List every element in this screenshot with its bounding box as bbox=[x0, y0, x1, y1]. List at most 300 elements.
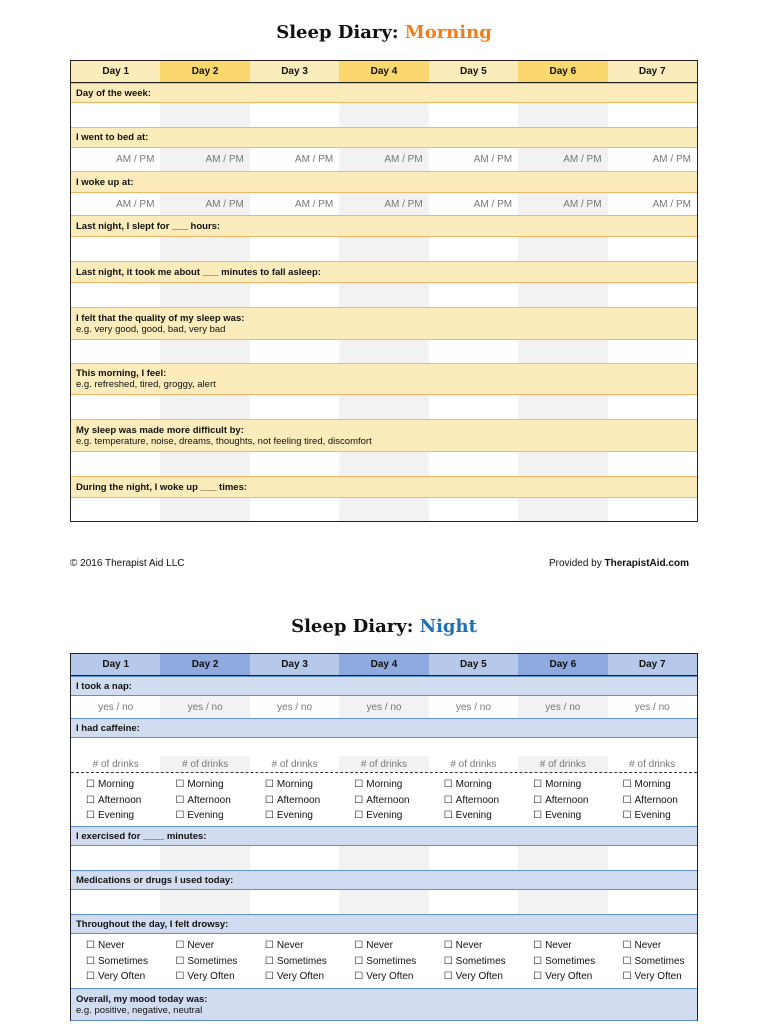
entry-cell[interactable] bbox=[339, 890, 428, 914]
nap-cell[interactable]: yes / no bbox=[518, 696, 607, 718]
checkbox-label: Afternoon bbox=[366, 794, 410, 806]
row-label-text: I took a nap: bbox=[76, 680, 132, 692]
nap-cell[interactable]: yes / no bbox=[339, 696, 428, 718]
checkbox-option[interactable] bbox=[444, 793, 518, 809]
entry-cell[interactable] bbox=[160, 395, 249, 419]
entry-cell[interactable] bbox=[250, 237, 339, 261]
checkbox-icon[interactable]: ☐ bbox=[533, 971, 543, 982]
checkbox-option[interactable] bbox=[265, 777, 339, 793]
day-header-5: Day 5 bbox=[429, 654, 518, 675]
entry-cell[interactable]: AM / PM bbox=[652, 198, 691, 210]
checkbox-icon[interactable]: ☐ bbox=[86, 940, 95, 951]
entry-cell[interactable]: AM / PM bbox=[652, 154, 691, 165]
morning-title: Sleep Diary: Morning bbox=[276, 22, 492, 43]
day-header-2: Day 2 bbox=[160, 654, 249, 675]
day-header-row bbox=[71, 61, 697, 83]
checkbox-option[interactable] bbox=[86, 777, 160, 793]
entry-cell[interactable]: AM / PM bbox=[294, 154, 334, 165]
checkbox-option[interactable] bbox=[265, 808, 339, 824]
day-header-1: Day 1 bbox=[71, 61, 160, 82]
entry-cell[interactable] bbox=[339, 237, 428, 261]
checkbox-option[interactable] bbox=[354, 954, 428, 970]
checkbox-label: Afternoon bbox=[455, 794, 500, 806]
entry-cell[interactable] bbox=[160, 890, 249, 914]
row-label-text: During the night, I woke up ___ times: bbox=[76, 481, 248, 493]
checkbox-option[interactable] bbox=[175, 954, 249, 970]
checkbox-option[interactable] bbox=[175, 808, 249, 824]
row-label bbox=[71, 363, 697, 395]
entry-cell[interactable]: AM / PM bbox=[160, 148, 249, 171]
checkbox-label: Evening bbox=[634, 810, 671, 821]
row-label-text: I felt that the quality of my sleep was: bbox=[76, 312, 245, 324]
entry-cell[interactable] bbox=[160, 283, 249, 307]
checkbox-icon[interactable]: ☐ bbox=[354, 794, 364, 806]
entry-cell[interactable] bbox=[250, 340, 339, 363]
day-header-3: Day 3 bbox=[250, 61, 339, 82]
entry-cell[interactable] bbox=[518, 340, 607, 363]
checkbox-option[interactable] bbox=[265, 954, 339, 970]
entry-cell[interactable]: AM / PM bbox=[473, 154, 513, 165]
checkbox-label: Morning bbox=[187, 779, 224, 790]
checkbox-option[interactable] bbox=[86, 938, 160, 954]
entry-cell[interactable] bbox=[160, 452, 249, 476]
checkbox-label: Evening bbox=[366, 810, 403, 821]
checkbox-group bbox=[608, 934, 697, 988]
checkbox-option[interactable] bbox=[265, 969, 339, 985]
entry-cell[interactable] bbox=[608, 340, 697, 363]
checkbox-label: Morning bbox=[455, 779, 492, 790]
entry-cell[interactable] bbox=[339, 395, 428, 419]
checkbox-icon[interactable]: ☐ bbox=[86, 794, 95, 806]
checkbox-option[interactable] bbox=[623, 808, 697, 824]
row-label bbox=[71, 261, 697, 283]
checkbox-icon[interactable]: ☐ bbox=[86, 779, 95, 790]
entry-cell[interactable] bbox=[71, 395, 160, 419]
checkbox-group bbox=[160, 773, 249, 826]
checkbox-option[interactable] bbox=[533, 808, 607, 824]
entry-cell[interactable] bbox=[518, 237, 607, 261]
entry-cell[interactable] bbox=[429, 283, 518, 307]
checkbox-label: Sometimes bbox=[276, 955, 327, 967]
row-label-text: Overall, my mood today was: bbox=[76, 993, 208, 1005]
entry-row bbox=[71, 452, 697, 476]
checkbox-icon[interactable]: ☐ bbox=[175, 940, 185, 951]
checkbox-row bbox=[71, 934, 697, 988]
checkbox-option[interactable] bbox=[623, 777, 697, 793]
day-header-6: Day 6 bbox=[518, 61, 607, 82]
checkbox-icon[interactable]: ☐ bbox=[533, 940, 543, 951]
provided-by: Provided by TherapistAid.com bbox=[548, 558, 689, 569]
checkbox-label: Afternoon bbox=[187, 794, 231, 806]
checkbox-icon[interactable]: ☐ bbox=[264, 794, 274, 806]
checkbox-option[interactable] bbox=[623, 938, 697, 954]
checkbox-label: Sometimes bbox=[187, 955, 238, 967]
morning-title-accent: Morning bbox=[404, 22, 492, 43]
checkbox-option[interactable] bbox=[444, 808, 518, 824]
row-label-text: Last night, I slept for ___ hours: bbox=[76, 220, 221, 232]
checkbox-icon[interactable]: ☐ bbox=[443, 779, 453, 790]
site-link[interactable]: TherapistAid.com bbox=[604, 558, 689, 569]
day-header-7: Day 7 bbox=[608, 654, 697, 675]
entry-cell[interactable] bbox=[71, 498, 160, 521]
entry-cell[interactable] bbox=[429, 498, 518, 521]
entry-cell[interactable]: AM / PM bbox=[160, 193, 249, 215]
checkbox-icon[interactable]: ☐ bbox=[86, 971, 95, 982]
checkbox-option[interactable] bbox=[533, 938, 607, 954]
day-header-4: Day 4 bbox=[339, 61, 428, 82]
entry-cell[interactable] bbox=[160, 498, 249, 521]
checkbox-option[interactable] bbox=[444, 969, 518, 985]
checkbox-group bbox=[339, 934, 428, 988]
checkbox-group bbox=[250, 773, 339, 826]
entry-cell[interactable] bbox=[608, 890, 697, 914]
checkbox-group bbox=[608, 773, 697, 826]
checkbox-group bbox=[160, 934, 249, 988]
checkbox-label: Very Often bbox=[366, 971, 414, 982]
entry-cell[interactable] bbox=[518, 283, 607, 307]
checkbox-label: Never bbox=[634, 940, 662, 951]
checkbox-icon[interactable]: ☐ bbox=[354, 955, 364, 967]
entry-row bbox=[71, 395, 697, 419]
checkbox-option[interactable] bbox=[623, 793, 697, 809]
drinks-cell[interactable]: # of drinks bbox=[339, 756, 428, 772]
checkbox-label: Morning bbox=[366, 779, 403, 790]
checkbox-group bbox=[429, 934, 518, 988]
entry-cell[interactable] bbox=[71, 103, 160, 127]
row-label bbox=[71, 718, 697, 738]
entry-cell[interactable] bbox=[339, 103, 428, 127]
checkbox-icon[interactable]: ☐ bbox=[264, 810, 274, 821]
checkbox-option[interactable] bbox=[354, 938, 428, 954]
entry-cell[interactable] bbox=[518, 103, 607, 127]
day-header-2: Day 2 bbox=[160, 61, 249, 82]
entry-cell[interactable] bbox=[250, 890, 339, 914]
entry-cell[interactable] bbox=[250, 498, 339, 521]
checkbox-option[interactable] bbox=[444, 777, 518, 793]
checkbox-option[interactable] bbox=[533, 793, 607, 809]
checkbox-label: Afternoon bbox=[634, 794, 678, 806]
checkbox-icon[interactable]: ☐ bbox=[175, 810, 185, 821]
row-label-text: Day of the week: bbox=[76, 87, 151, 99]
entry-cell[interactable] bbox=[518, 890, 607, 914]
checkbox-icon[interactable]: ☐ bbox=[354, 940, 364, 951]
row-label bbox=[71, 127, 697, 148]
entry-cell[interactable] bbox=[429, 103, 518, 127]
checkbox-label: Morning bbox=[634, 779, 671, 790]
row-label bbox=[71, 870, 697, 890]
row-label bbox=[71, 476, 697, 498]
entry-cell[interactable] bbox=[160, 237, 249, 261]
row-example: e.g. refreshed, tired, groggy, alert bbox=[76, 379, 216, 390]
entry-cell[interactable] bbox=[608, 283, 697, 307]
entry-cell[interactable] bbox=[250, 395, 339, 419]
entry-cell[interactable]: AM / PM bbox=[339, 148, 428, 171]
checkbox-icon[interactable]: ☐ bbox=[622, 810, 632, 821]
entry-cell[interactable] bbox=[71, 283, 160, 307]
drinks-cell[interactable]: # of drinks bbox=[518, 756, 607, 772]
entry-row bbox=[71, 696, 697, 718]
checkbox-icon[interactable]: ☐ bbox=[622, 955, 632, 967]
checkbox-icon[interactable]: ☐ bbox=[443, 810, 453, 821]
checkbox-group bbox=[250, 934, 339, 988]
entry-row bbox=[71, 846, 697, 870]
entry-cell[interactable]: AM / PM bbox=[339, 193, 428, 215]
entry-cell[interactable]: AM / PM bbox=[518, 148, 607, 171]
row-label bbox=[71, 988, 697, 1021]
entry-cell[interactable] bbox=[608, 846, 697, 870]
checkbox-icon[interactable]: ☐ bbox=[533, 794, 543, 806]
checkbox-group bbox=[339, 773, 428, 826]
checkbox-option[interactable] bbox=[265, 793, 339, 809]
drinks-cell[interactable]: # of drinks bbox=[92, 758, 139, 770]
copyright: © 2016 Therapist Aid LLC bbox=[70, 558, 185, 569]
nap-cell[interactable]: yes / no bbox=[634, 701, 670, 713]
entry-cell[interactable] bbox=[518, 846, 607, 870]
row-label-text: Medications or drugs I used today: bbox=[76, 874, 234, 886]
row-label-text: I went to bed at: bbox=[76, 132, 149, 143]
checkbox-label: Evening bbox=[455, 810, 492, 821]
checkbox-group bbox=[429, 773, 518, 826]
entry-cell[interactable] bbox=[250, 103, 339, 127]
entry-cell[interactable]: AM / PM bbox=[473, 198, 513, 210]
checkbox-label: Never bbox=[366, 940, 393, 951]
day-header-3: Day 3 bbox=[250, 654, 339, 675]
entry-cell[interactable]: AM / PM bbox=[294, 198, 334, 210]
row-label-text: I exercised for ____ minutes: bbox=[76, 830, 207, 842]
checkbox-option[interactable] bbox=[175, 793, 249, 809]
checkbox-label: Very Often bbox=[187, 971, 235, 982]
entry-row bbox=[71, 890, 697, 914]
entry-cell[interactable]: AM / PM bbox=[518, 193, 607, 215]
row-label bbox=[71, 171, 697, 193]
entry-cell[interactable] bbox=[518, 452, 607, 476]
day-header-1: Day 1 bbox=[71, 654, 160, 675]
nap-cell[interactable]: yes / no bbox=[160, 696, 249, 718]
day-header-4: Day 4 bbox=[339, 654, 428, 675]
checkbox-option[interactable] bbox=[86, 808, 160, 824]
checkbox-icon[interactable]: ☐ bbox=[443, 955, 453, 967]
entry-cell[interactable] bbox=[71, 340, 160, 363]
entry-cell[interactable] bbox=[608, 452, 697, 476]
checkbox-icon[interactable]: ☐ bbox=[622, 971, 632, 982]
checkbox-label: Very Often bbox=[97, 971, 146, 982]
checkbox-icon[interactable]: ☐ bbox=[443, 794, 453, 806]
checkbox-label: Evening bbox=[276, 810, 313, 821]
checkbox-label: Sometimes bbox=[97, 955, 148, 967]
checkbox-option[interactable] bbox=[354, 808, 428, 824]
checkbox-icon[interactable]: ☐ bbox=[354, 971, 364, 982]
entry-cell[interactable] bbox=[339, 452, 428, 476]
row-label bbox=[71, 419, 697, 452]
checkbox-option[interactable] bbox=[623, 969, 697, 985]
entry-row bbox=[71, 103, 697, 127]
checkbox-icon[interactable]: ☐ bbox=[622, 940, 632, 951]
entry-cell[interactable] bbox=[608, 395, 697, 419]
checkbox-icon[interactable]: ☐ bbox=[622, 794, 632, 806]
entry-cell[interactable] bbox=[429, 890, 518, 914]
checkbox-option[interactable] bbox=[86, 793, 160, 809]
entry-cell[interactable] bbox=[71, 452, 160, 476]
drinks-cell[interactable]: # of drinks bbox=[450, 758, 497, 770]
checkbox-option[interactable] bbox=[444, 938, 518, 954]
checkbox-label: Never bbox=[97, 940, 125, 951]
checkbox-icon[interactable]: ☐ bbox=[622, 779, 632, 790]
checkbox-label: Sometimes bbox=[455, 955, 506, 967]
checkbox-icon[interactable]: ☐ bbox=[354, 779, 364, 790]
checkbox-label: Very Often bbox=[276, 971, 325, 982]
entry-cell[interactable] bbox=[429, 395, 518, 419]
checkbox-icon[interactable]: ☐ bbox=[533, 955, 543, 967]
checkbox-option[interactable] bbox=[533, 969, 607, 985]
checkbox-label: Never bbox=[276, 940, 304, 951]
checkbox-label: Afternoon bbox=[545, 794, 589, 806]
entry-cell[interactable] bbox=[608, 237, 697, 261]
entry-cell[interactable] bbox=[339, 283, 428, 307]
checkbox-group bbox=[518, 934, 607, 988]
entry-cell[interactable] bbox=[339, 846, 428, 870]
entry-cell[interactable] bbox=[518, 395, 607, 419]
drinks-cell[interactable]: # of drinks bbox=[160, 756, 249, 772]
checkbox-label: Morning bbox=[97, 779, 135, 790]
row-label-text: Throughout the day, I felt drowsy: bbox=[76, 918, 229, 930]
checkbox-option[interactable] bbox=[175, 938, 249, 954]
entry-cell[interactable] bbox=[518, 498, 607, 521]
checkbox-option[interactable] bbox=[265, 938, 339, 954]
entry-cell[interactable] bbox=[160, 846, 249, 870]
checkbox-option[interactable] bbox=[86, 969, 160, 985]
checkbox-group bbox=[71, 773, 160, 826]
entry-cell[interactable] bbox=[250, 452, 339, 476]
checkbox-label: Never bbox=[187, 940, 215, 951]
checkbox-icon[interactable]: ☐ bbox=[264, 971, 274, 982]
row-label-text: I woke up at: bbox=[76, 176, 134, 188]
row-label bbox=[71, 914, 697, 934]
checkbox-option[interactable] bbox=[354, 793, 428, 809]
checkbox-icon[interactable]: ☐ bbox=[86, 810, 95, 821]
morning-table bbox=[70, 60, 698, 522]
row-example: e.g. very good, good, bad, very bad bbox=[76, 323, 226, 335]
checkbox-label: Never bbox=[455, 940, 483, 951]
checkbox-label: Morning bbox=[276, 779, 313, 790]
entry-row bbox=[71, 340, 697, 363]
checkbox-icon[interactable]: ☐ bbox=[175, 779, 185, 790]
checkbox-label: Very Often bbox=[455, 971, 503, 982]
checkbox-label: Sometimes bbox=[545, 955, 596, 967]
drinks-cell[interactable]: # of drinks bbox=[629, 758, 676, 770]
entry-cell[interactable] bbox=[429, 846, 518, 870]
entry-cell[interactable] bbox=[250, 283, 339, 307]
checkbox-label: Afternoon bbox=[276, 794, 321, 806]
row-label-text: My sleep was made more difficult by: bbox=[76, 424, 244, 436]
checkbox-label: Very Often bbox=[634, 971, 682, 982]
entry-cell[interactable] bbox=[339, 498, 428, 521]
night-title: Sleep Diary: Night bbox=[291, 616, 477, 637]
entry-row bbox=[71, 283, 697, 307]
entry-cell[interactable] bbox=[429, 340, 518, 363]
checkbox-option[interactable] bbox=[354, 969, 428, 985]
row-label-text: This morning, I feel: bbox=[76, 368, 167, 379]
nap-cell[interactable]: yes / no bbox=[455, 701, 491, 713]
checkbox-option[interactable] bbox=[533, 777, 607, 793]
day-header-5: Day 5 bbox=[429, 61, 518, 82]
checkbox-label: Sometimes bbox=[366, 955, 417, 967]
drinks-cell[interactable]: # of drinks bbox=[271, 758, 318, 770]
entry-cell[interactable] bbox=[71, 846, 160, 870]
checkbox-label: Sometimes bbox=[634, 955, 685, 967]
entry-cell[interactable] bbox=[429, 452, 518, 476]
checkbox-icon[interactable]: ☐ bbox=[354, 810, 364, 821]
checkbox-label: Very Often bbox=[545, 971, 593, 982]
entry-cell[interactable] bbox=[339, 340, 428, 363]
checkbox-icon[interactable]: ☐ bbox=[443, 940, 453, 951]
checkbox-label: Morning bbox=[545, 779, 582, 790]
checkbox-option[interactable] bbox=[86, 954, 160, 970]
checkbox-icon[interactable]: ☐ bbox=[264, 955, 274, 967]
entry-row bbox=[71, 237, 697, 261]
entry-cell[interactable] bbox=[250, 846, 339, 870]
checkbox-icon[interactable]: ☐ bbox=[175, 971, 185, 982]
checkbox-option[interactable] bbox=[175, 969, 249, 985]
entry-cell[interactable] bbox=[160, 103, 249, 127]
row-label bbox=[71, 826, 697, 846]
entry-row bbox=[71, 193, 697, 215]
checkbox-icon[interactable]: ☐ bbox=[175, 794, 185, 806]
checkbox-option[interactable] bbox=[354, 777, 428, 793]
entry-cell[interactable] bbox=[429, 237, 518, 261]
row-example: e.g. positive, negative, neutral bbox=[76, 1004, 203, 1016]
row-label bbox=[71, 215, 697, 237]
entry-cell[interactable] bbox=[71, 890, 160, 914]
entry-cell[interactable] bbox=[160, 340, 249, 363]
checkbox-icon[interactable]: ☐ bbox=[443, 971, 453, 982]
checkbox-option[interactable] bbox=[175, 777, 249, 793]
checkbox-label: Afternoon bbox=[97, 794, 142, 806]
checkbox-group bbox=[518, 773, 607, 826]
entry-cell[interactable] bbox=[608, 498, 697, 521]
row-label bbox=[71, 307, 697, 340]
checkbox-option[interactable] bbox=[533, 954, 607, 970]
checkbox-icon[interactable]: ☐ bbox=[533, 779, 543, 790]
entry-cell[interactable] bbox=[71, 237, 160, 261]
nap-cell[interactable]: yes / no bbox=[277, 701, 313, 713]
nap-cell[interactable]: yes / no bbox=[98, 701, 134, 713]
day-header-row bbox=[71, 654, 697, 676]
checkbox-icon[interactable]: ☐ bbox=[175, 955, 185, 967]
checkbox-label: Never bbox=[545, 940, 572, 951]
entry-cell[interactable]: AM / PM bbox=[116, 154, 155, 165]
checkbox-row bbox=[71, 772, 697, 826]
row-label-text: I had caffeine: bbox=[76, 722, 140, 734]
night-table bbox=[70, 653, 698, 1021]
entry-cell[interactable] bbox=[608, 103, 697, 127]
entry-row bbox=[71, 756, 697, 772]
row-example: e.g. temperature, noise, dreams, thoughts, not feeling tired, discomfort bbox=[76, 435, 372, 447]
entry-cell[interactable]: AM / PM bbox=[116, 198, 155, 210]
checkbox-icon[interactable]: ☐ bbox=[86, 955, 95, 967]
night-title-accent: Night bbox=[419, 616, 477, 637]
checkbox-option[interactable] bbox=[444, 954, 518, 970]
row-label bbox=[71, 83, 697, 103]
checkbox-icon[interactable]: ☐ bbox=[533, 810, 543, 821]
row-label-text: Last night, it took me about ___ minutes to fall asleep: bbox=[76, 266, 321, 278]
day-header-6: Day 6 bbox=[518, 654, 607, 675]
spacer bbox=[71, 738, 697, 756]
checkbox-icon[interactable]: ☐ bbox=[264, 779, 274, 790]
checkbox-group bbox=[71, 934, 160, 988]
checkbox-icon[interactable]: ☐ bbox=[264, 940, 274, 951]
entry-row bbox=[71, 148, 697, 171]
checkbox-option[interactable] bbox=[623, 954, 697, 970]
